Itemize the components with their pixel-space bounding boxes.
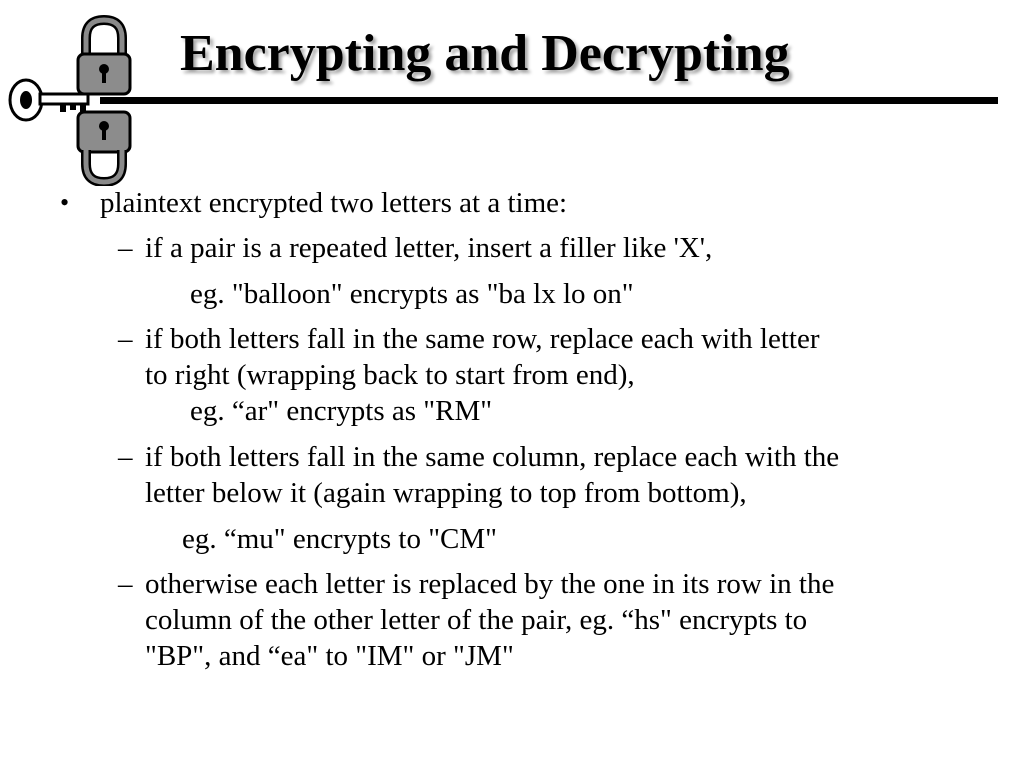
subbullet-marker: – (118, 323, 133, 355)
subbullet-2-line-2: to right (wrapping back to start from end), (145, 359, 635, 391)
subbullet-marker: – (118, 441, 133, 473)
subbullet-3-line-2: letter below it (again wrapping to top from bottom), (145, 477, 747, 509)
bullet-text: plaintext encrypted two letters at a time: (100, 187, 568, 219)
subbullet-2-line-1: if both letters fall in the same row, replace each with letter (145, 323, 820, 355)
subbullet-4-line-3: "BP", and “ea" to "IM" or "JM" (145, 640, 514, 672)
bullet-marker: • (60, 188, 70, 217)
subbullet-marker: – (118, 232, 133, 264)
subbullet-1-example: eg. "balloon" encrypts as "ba lx lo on" (190, 278, 634, 310)
slide-title: Encrypting and Decrypting (180, 25, 790, 82)
subbullet-3-example: eg. “mu" encrypts to "CM" (182, 523, 497, 555)
subbullet-2-example: eg. “ar" encrypts as "RM" (190, 395, 493, 427)
subbullet-4-line-1: otherwise each letter is replaced by the one in its row in the (145, 568, 835, 600)
subbullet-marker: – (118, 568, 133, 600)
subbullet-3-line-1: if both letters fall in the same column, replace each with the (145, 441, 840, 473)
subbullet-4-line-2: column of the other letter of the pair, eg. “hs" encrypts to (145, 604, 808, 636)
subbullet-1-line-1: if a pair is a repeated letter, insert a filler like 'X', (145, 232, 713, 264)
